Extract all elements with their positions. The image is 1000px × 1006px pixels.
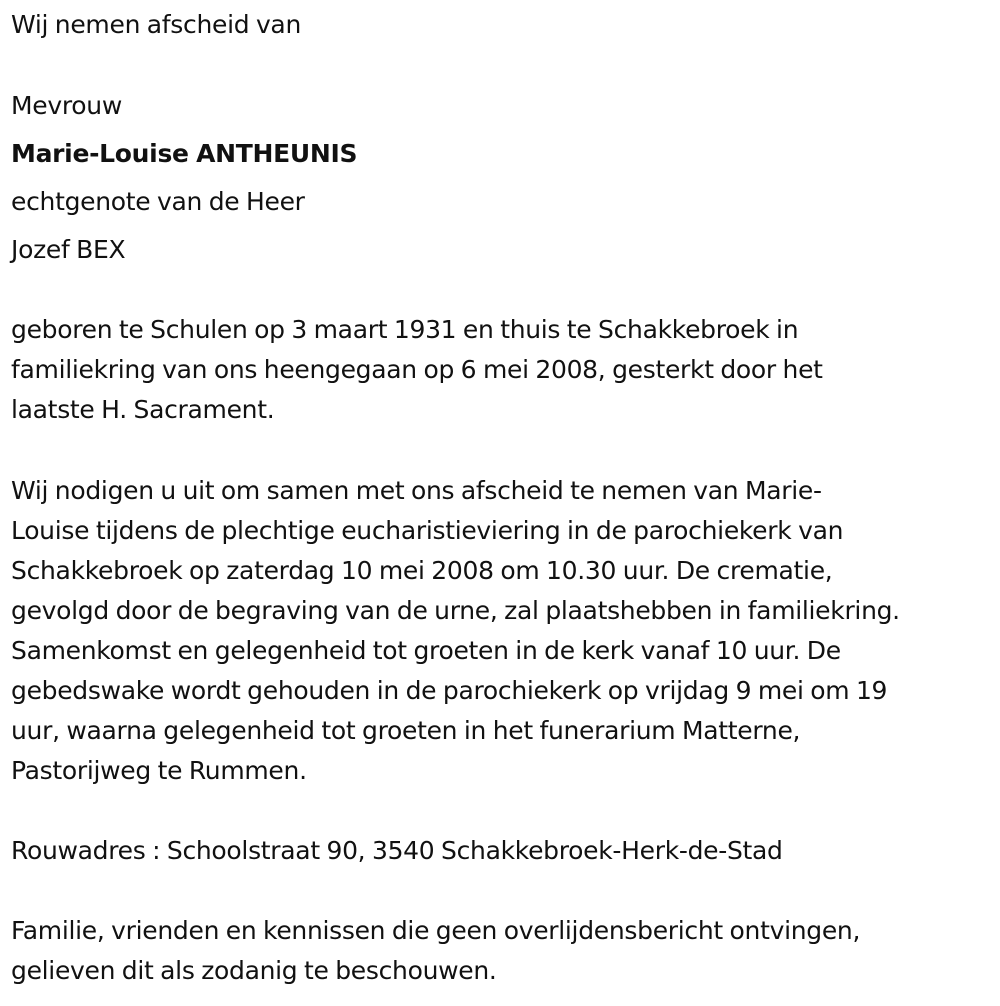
paragraph-line: Familie, vrienden en kennissen die geen overlijdensbericht ontvingen,: [11, 916, 861, 945]
paragraph-line: laatste H. Sacrament.: [11, 395, 275, 424]
invitation-paragraph: [11, 471, 900, 791]
closing-paragraph: [11, 911, 860, 991]
paragraph-line: gevolgd door de begraving van de urne, zal plaatshebben in familiekring.: [11, 596, 900, 625]
spouse-relation: echtgenote van de Heer: [11, 187, 305, 216]
paragraph-line: gebedswake wordt gehouden in de parochiekerk op vrijdag 9 mei om 19: [11, 676, 888, 705]
paragraph-line: familiekring van ons heengegaan op 6 mei 2008, gesterkt door het: [11, 355, 823, 384]
mourning-address: Rouwadres : Schoolstraat 90, 3540 Schakkebroek-Herk-de-Stad: [11, 836, 783, 865]
paragraph-line: geboren te Schulen op 3 maart 1931 en thuis te Schakkebroek in: [11, 315, 799, 344]
paragraph-line: Pastorijweg te Rummen.: [11, 756, 307, 785]
paragraph-line: Samenkomst en gelegenheid tot groeten in de kerk vanaf 10 uur. De: [11, 636, 841, 665]
paragraph-line: uur, waarna gelegenheid tot groeten in het funerarium Matterne,: [11, 716, 801, 745]
paragraph-line: Louise tijdens de plechtige eucharistieviering in de parochiekerk van: [11, 516, 844, 545]
deceased-name: Marie-Louise ANTHEUNIS: [11, 139, 358, 168]
paragraph-line: Wij nodigen u uit om samen met ons afscheid te nemen van Marie-: [11, 476, 822, 505]
paragraph-line: Schakkebroek op zaterdag 10 mei 2008 om 10.30 uur. De crematie,: [11, 556, 833, 585]
spouse-name: Jozef BEX: [11, 235, 126, 264]
intro-text: Wij nemen afscheid van: [11, 10, 301, 39]
birth-paragraph: [11, 310, 823, 430]
paragraph-line: gelieven dit als zodanig te beschouwen.: [11, 956, 497, 985]
salutation: Mevrouw: [11, 91, 122, 120]
